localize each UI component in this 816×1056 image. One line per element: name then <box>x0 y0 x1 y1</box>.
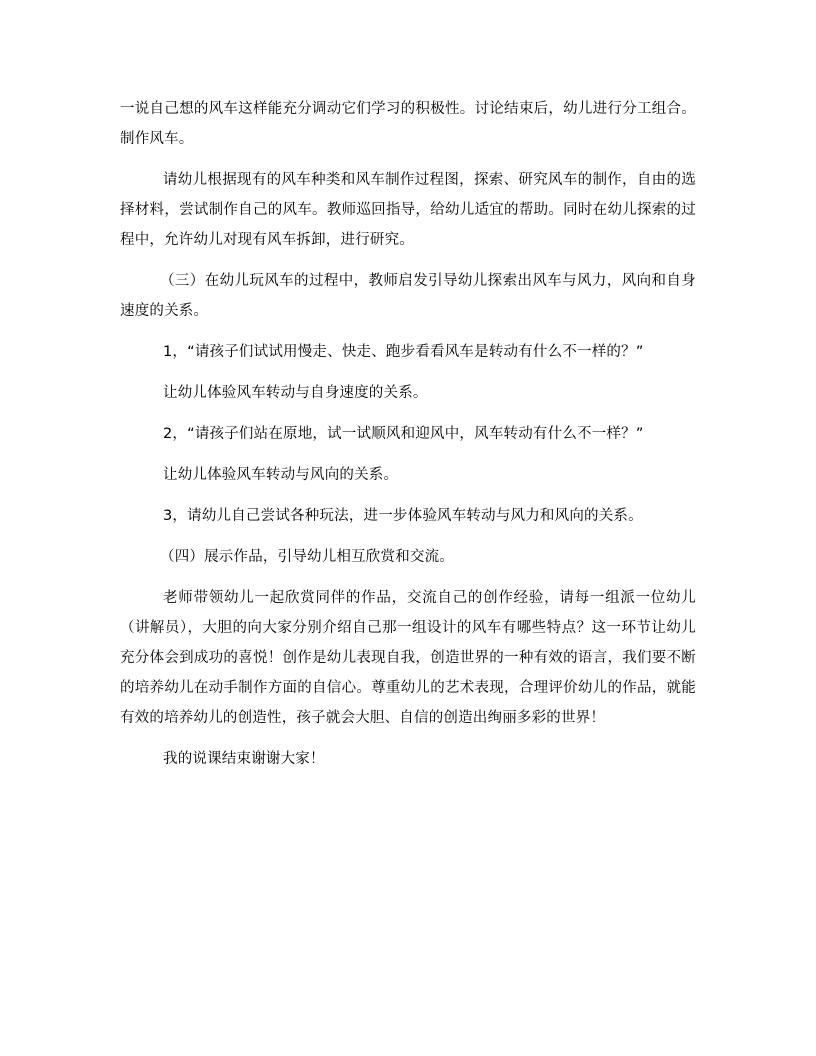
list-item-1-note: 让幼儿体验风车转动与自身速度的关系。 <box>163 385 428 401</box>
section-heading-four: （四）展示作品，引导幼儿相互欣赏和交流。 <box>160 549 454 565</box>
list-item-2-note: 让幼儿体验风车转动与风向的关系。 <box>163 467 399 483</box>
paragraph-showcase: 老师带领幼儿一起欣赏同伴的作品，交流自己的创作经验，请每一组派一位幼儿（讲解员），大胆的向大家分别介绍自己那一组设计的风车有哪些特点？这一环节让幼儿充分体会到成功的喜悦！创作是幼儿表现自我，创造世界的一种有效的语言，我们要不断的培养幼儿在动手制作方面的自信心。尊重幼儿的艺术表现，合理评价幼儿的作品，就能有效的培养幼儿的创造性，孩子就会大胆、自信的创造出绚丽多彩的世界！ <box>120 590 696 726</box>
list-item-2: 2，“请孩子们站在原地，试一试顺风和迎风中，风车转动有什么不一样？” <box>163 426 644 442</box>
section-heading-three: （三）在幼儿玩风车的过程中，教师启发引导幼儿探索出风车与风力，风向和自身速度的关系。 <box>120 273 696 319</box>
list-item-3: 3，请幼儿自己尝试各种玩法，进一步体验风车转动与风力和风向的关系。 <box>163 508 643 524</box>
paragraph-continuation: 一说自己想的风车这样能充分调动它们学习的积极性。讨论结束后，幼儿进行分工组合。制作风车。 <box>120 101 696 147</box>
paragraph-closing: 我的说课结束谢谢大家！ <box>163 751 325 767</box>
paragraph-materials: 请幼儿根据现有的风车种类和风车制作过程图，探索、研究风车的制作，自由的选择材料，尝试制作自己的风车。教师巡回指导，给幼儿适宜的帮助。同时在幼儿探索的过程中，允许幼儿对现有风车拆卸，进行研究。 <box>120 172 696 248</box>
list-item-1: 1，“请孩子们试试用慢走、快走、跑步看看风车是转动有什么不一样的？” <box>163 344 644 360</box>
document-page <box>120 94 696 774</box>
